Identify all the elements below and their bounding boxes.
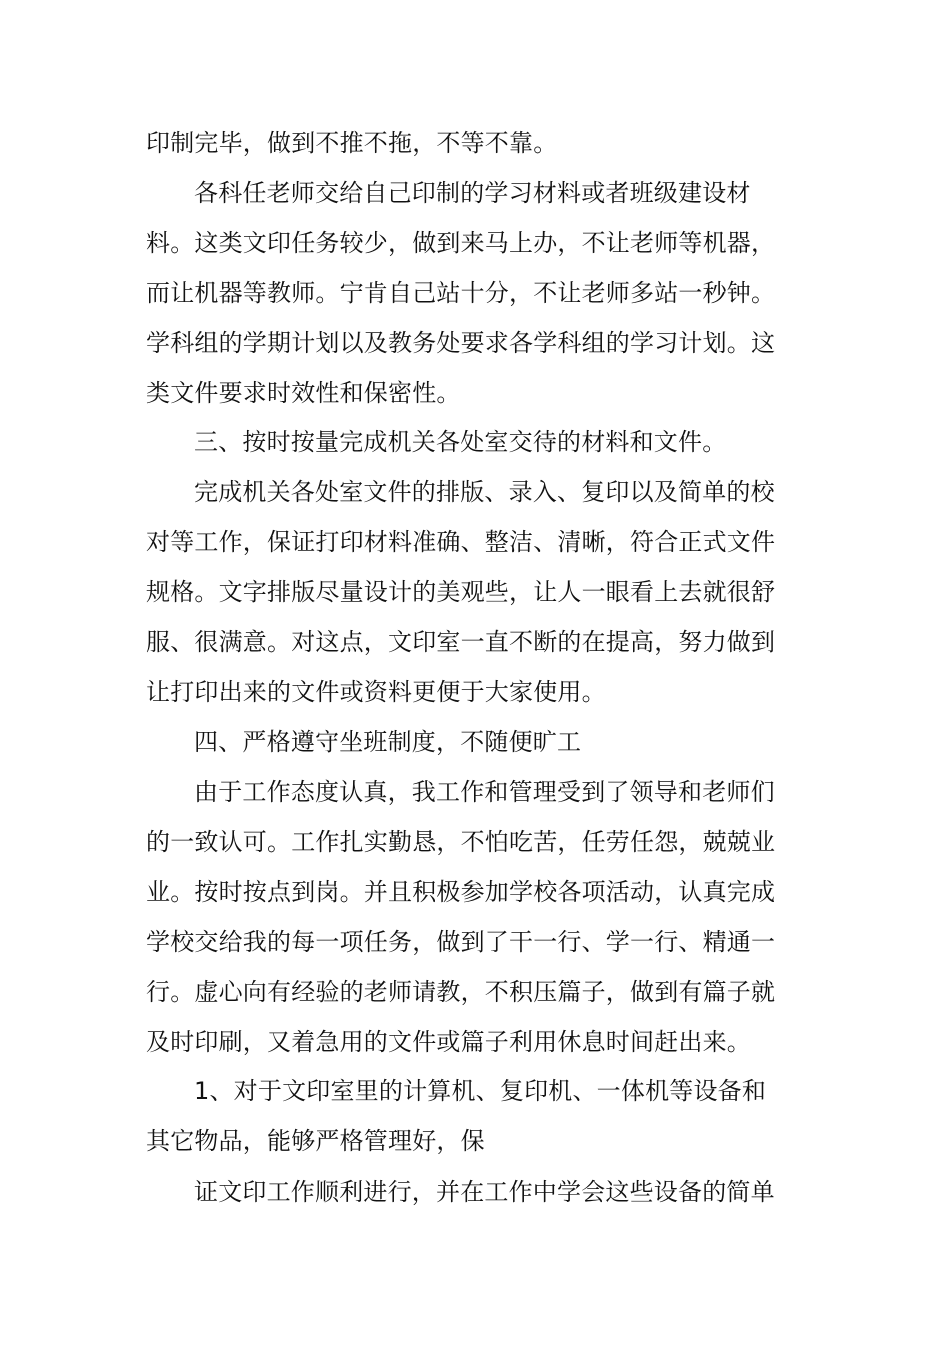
text-line: 各科任老师交给自己印制的学习材料或者班级建设材: [194, 179, 751, 207]
text-line: 印制完毕，做到不推不拖，不等不靠。: [146, 129, 558, 157]
text-line: 学校交给我的每一项任务，做到了干一行、学一行、精通一: [146, 928, 776, 956]
text-line: 及时印刷，又着急用的文件或篇子利用休息时间赶出来。: [146, 1028, 751, 1056]
text-line: 让打印出来的文件或资料更便于大家使用。: [146, 678, 606, 706]
text-line: 规格。文字排版尽量设计的美观些，让人一眼看上去就很舒: [146, 578, 776, 606]
text-line: 对等工作，保证打印材料准确、整洁、清晰，符合正式文件: [146, 528, 776, 556]
text-line: 服、很满意。对这点，文印室一直不断的在提高，努力做到: [146, 628, 776, 656]
text-line: 由于工作态度认真，我工作和管理受到了领导和老师们: [194, 778, 775, 806]
text-line: 业。按时按点到岗。并且积极参加学校各项活动，认真完成: [146, 878, 776, 906]
text-line: 的一致认可。工作扎实勤恳，不怕吃苦，任劳任怨，兢兢业: [146, 828, 776, 856]
text-line: 完成机关各处室文件的排版、录入、复印以及简单的校: [194, 478, 775, 506]
text-line: 行。虚心向有经验的老师请教，不积压篇子，做到有篇子就: [146, 978, 776, 1006]
text-line: 1、对于文印室里的计算机、复印机、一体机等设备和: [194, 1077, 767, 1105]
text-line: 其它物品，能够严格管理好，保: [146, 1127, 485, 1155]
text-line: 三、按时按量完成机关各处室交待的材料和文件。: [194, 428, 727, 456]
text-line: 类文件要求时效性和保密性。: [146, 379, 461, 407]
text-line: 而让机器等教师。宁肯自己站十分，不让老师多站一秒钟。: [146, 279, 776, 307]
text-line: 料。这类文印任务较少，做到来马上办，不让老师等机器，: [146, 229, 776, 257]
text-line: 四、严格遵守坐班制度，不随便旷工: [194, 728, 582, 756]
text-line: 学科组的学期计划以及教务处要求各学科组的学习计划。这: [146, 329, 776, 357]
text-line: 证文印工作顺利进行，并在工作中学会这些设备的简单: [194, 1178, 775, 1206]
